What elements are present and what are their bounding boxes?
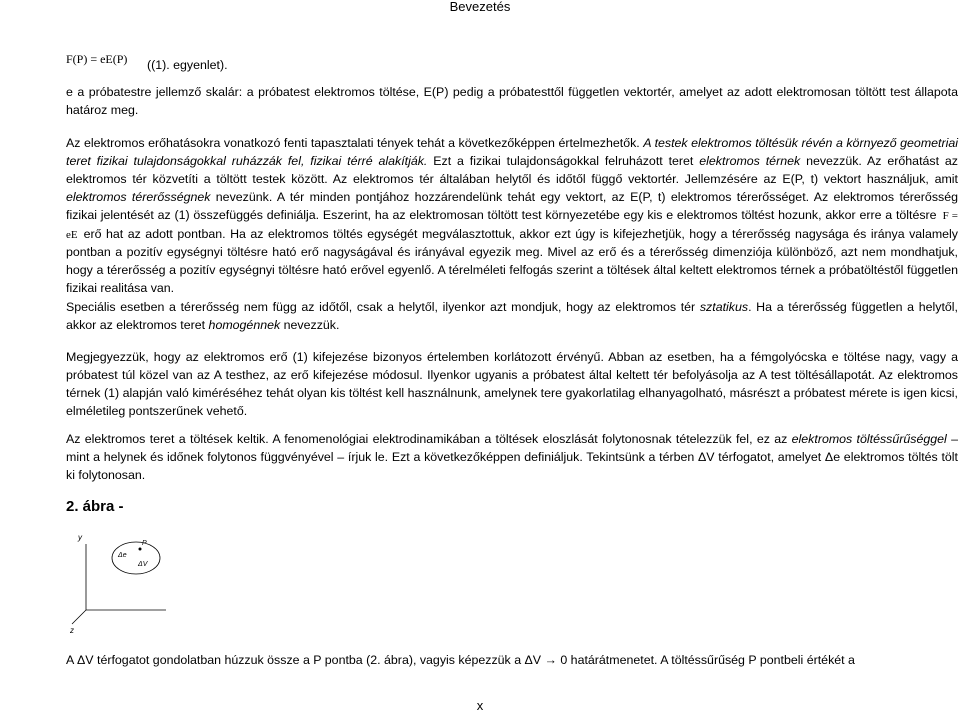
- inline-equation: F = eE: [66, 209, 958, 241]
- label-delta-e: Δe: [118, 552, 127, 559]
- header-title: Bevezetés: [449, 0, 511, 14]
- p2-text-a: Az elektromos erőhatásokra vonatkozó fenti tapasztalati tények tehát a következőképpen értelmezhetők.: [66, 136, 644, 150]
- label-p: P: [142, 540, 147, 547]
- p5-text-b: elektromos töltéssűrűséggel: [791, 432, 947, 446]
- page-footer: [0, 698, 960, 713]
- p2-text-h: erő hat az adott pontban. Ha az elektromos töltés egységét megválasztottuk, akkor ezt úgy is kifejezhetjük, hogy a térerősség nagysága és iránya valamely pontban a pozitív egységnyi töltésre ható erő nagyságával és irányával egyezik meg. Mivel az erő és a térerősség dimenziója különböző, azt nem mondhatjuk, hogy a térerősség a pozitív egységnyi töltésre ható erővel egyenlő. A térelméleti felfogás szerint a töltések által keltett elektromos térnek a próbatöltéstől független fizikai realitása van.: [66, 226, 958, 296]
- p2-text-g: nevezünk. A tér minden pontjához hozzárendelünk tehát egy vektort, az E(P, t) elektromos térerősséget. Az elektromos térerősség fizikai jelentését az (1) összefüggés definiálja. Eszerint, ha az elektromosan töltött test környezetébe egy kis e elektromos töltést hozunk, akkor erre a töltésre: [66, 189, 958, 222]
- p3-text-a: Speciális esetben a térerősség nem függ az időtől, csak a helytől, ilyenkor azt mondjuk, hogy az elektromos tér: [66, 300, 700, 314]
- label-z: z: [70, 626, 74, 635]
- paragraph-4: Megjegyezzük, hogy az elektromos erő (1) kifejezése bizonyos értelemben korlátozott érvényű. Abban az esetben, ha a fémgolyócska e töltése nagy, vagy a próbatest túl közel van az A testhez, az erő kifejezése módosul. Ilyenkor ugyanis a próbatest által keltett tér befolyásolja az A test töltésállapotát. Az elektromos térnek (1) alapján való kiméréséhez tehát olyan kis töltést kell használnunk, amelynek tere gyakorlatilag elhanyagolható, másrészt a próbatest mérete is igen kicsi, elméletileg pontszerűnek vehető.: [66, 350, 958, 418]
- paragraph-1: e a próbatestre jellemző skalár: a próbatest elektromos töltése, E(P) pedig a próbatesttől független vektortér, amelyet az adott elektromosan töltött test állapota határoz meg.: [66, 85, 958, 117]
- footer-mark: x: [476, 698, 484, 713]
- paragraph-5: [66, 431, 958, 485]
- point-p: [139, 548, 142, 551]
- paragraph-2: [66, 135, 958, 298]
- equation-1: F(P) = eE(P): [66, 52, 128, 66]
- p3-text-d: homogénnek: [208, 317, 281, 332]
- label-delta-v: ΔV: [138, 561, 148, 568]
- p2-text-c: Ezt a fizikai tulajdonságokkal felruházott teret: [427, 153, 700, 168]
- page-header: [0, 0, 960, 13]
- figure-title: 2. ábra -: [66, 498, 124, 515]
- p2-text-e: nevezzük. Az erőhatást az elektromos tér közvetíti a töltött testek között. Az elektromos tér általában helytől és időtől függő vektortér. Jellemzésére az E(P, t) vektort használjuk, amit: [66, 153, 959, 186]
- p5-text-c: – mint a helynek és időnek folytonos függvényével – írjuk le. Ezt a következőképpen definiáljuk. Tekintsünk a térben ΔV térfogatot, amelyet Δe elektromos töltés tölt ki folytonosan.: [66, 432, 959, 482]
- paragraph-3: [66, 299, 958, 335]
- equation-1-label: ((1). egyenlet).: [147, 58, 228, 72]
- z-axis: [72, 610, 86, 624]
- p3-text-b: sztatikus: [699, 300, 749, 314]
- p2-text-b: A testek elektromos töltésük révén a környező geometriai teret fizikai tulajdonságokkal ruházzák fel, fizikai térré alakítják.: [66, 136, 958, 168]
- figure-2-diagram: [66, 530, 176, 635]
- paragraph-6: A ΔV térfogatot gondolatban húzzuk össze a P pontba (2. ábra), vagyis képezzük a ΔV → 0 határátmenetet. A töltéssűrűség P pontbeli értékét a: [66, 653, 855, 667]
- p3-text-c: . Ha a térerősség független a helytől, akkor az elektromos teret: [66, 300, 958, 332]
- p2-text-f: elektromos térerősségnek: [66, 189, 211, 204]
- label-y: y: [78, 533, 82, 542]
- p2-text-d: elektromos térnek: [699, 153, 801, 168]
- p3-text-e: nevezzük.: [280, 317, 340, 332]
- p5-text-a: Az elektromos teret a töltések keltik. A fenomenológiai elektrodinamikában a töltések eloszlását folytonosnak tételezzük fel, ez az: [66, 432, 792, 446]
